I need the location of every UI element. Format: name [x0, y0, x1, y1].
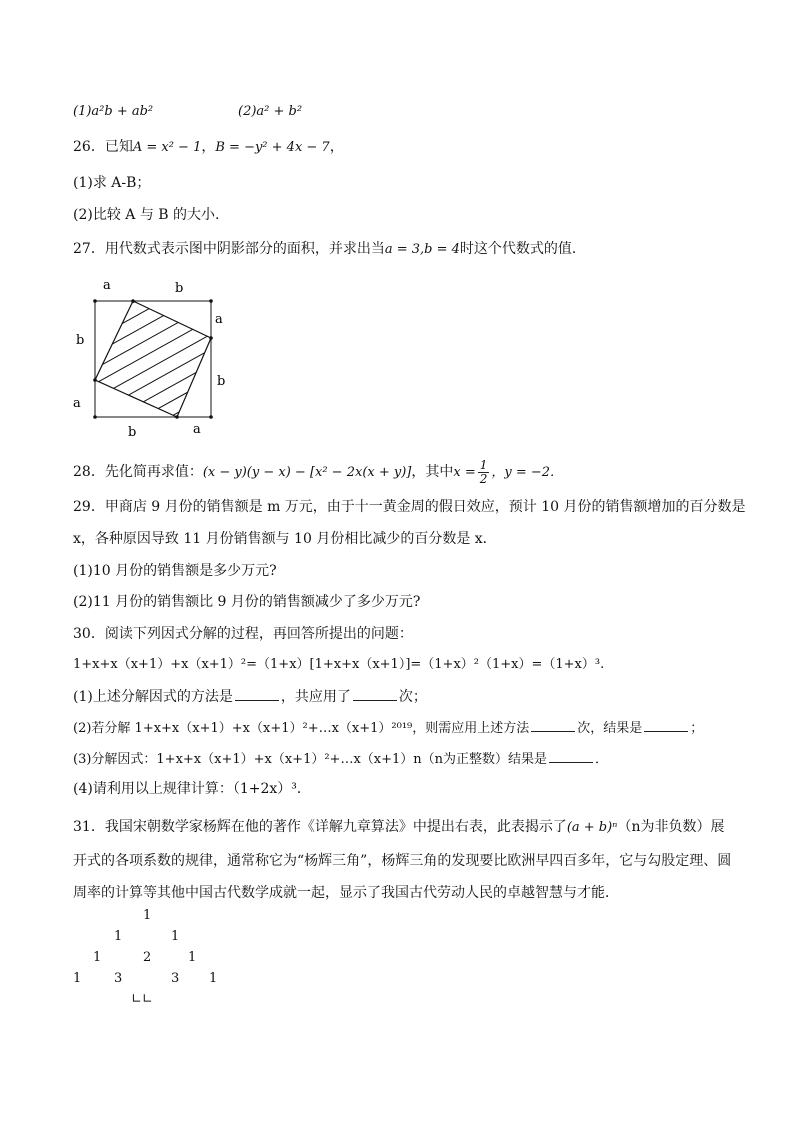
q29-line1: 29．甲商店 9 月份的销售额是 m 万元，由于十一黄金周的假日效应，预计 10 月份的销售额增加的百分数是	[73, 499, 746, 515]
q26-expr-b: B = −y² + 4x − 7	[215, 140, 330, 155]
q27-condition: a = 3,b = 4	[384, 242, 460, 257]
q30-sub1: (1)上述分解因式的方法是 ，共应用了 次；	[73, 689, 427, 705]
triangle-cell: 1	[73, 971, 82, 986]
q30-stem: 30．阅读下列因式分解的过程，再回答所提出的问题：	[73, 626, 413, 642]
label-right-b: b	[217, 374, 226, 389]
q31-binomial: (a + b)ⁿ	[566, 820, 618, 835]
q31-line1: 31．我国宋朝数学家杨辉在他的著作《详解九章算法》中提出右表，此表揭示了(a + b)ⁿ（n为非负数）展	[73, 819, 725, 835]
q31-line2: 开式的各项系数的规律，通常称它为“杨辉三角”，杨辉三角的发现要比欧洲早四百多年，它与勾股定理、圆	[73, 853, 732, 869]
q25-part1: (1)a²b + ab²	[73, 104, 154, 119]
q29-sub1: (1)10 月份的销售额是多少万元?	[73, 563, 277, 579]
label-bottom-a: a	[193, 422, 201, 437]
q26-sub1: (1)求 A-B；	[73, 175, 151, 191]
q26-stem: 26．已知A = x² − 1，B = −y² + 4x − 7，	[73, 139, 344, 155]
answer-blank[interactable]	[353, 688, 397, 701]
q30-sub3: (3)分解因式：1+x+x（x+1）+x（x+1）²+…x（x+1）n（n为正整数）结果是 ．	[73, 752, 609, 767]
q28-expression: (x − y)(y − x) − [x² − 2x(x + y)]	[202, 465, 412, 480]
answer-blank[interactable]	[644, 719, 688, 732]
q25-part2: (2)a² + b²	[238, 104, 303, 119]
q28-fraction: $\frac{1}{2}$	[479, 457, 488, 486]
triangle-cell: 1	[143, 908, 152, 923]
q30-sub2: (2)若分解 1+x+x（x+1）+x（x+1）²+…x（x+1）²⁰¹⁹，则需应用上述方法 次，结果是 ；	[73, 721, 704, 736]
q27-stem: 27．用代数式表示图中阴影部分的面积，并求出当a = 3,b = 4时这个代数式的值．	[73, 241, 586, 257]
q29-line2: x，各种原因导致 11 月份销售额与 10 月份相比减少的百分数是 x．	[73, 531, 497, 547]
triangle-cell: 3	[114, 971, 123, 986]
q29-sub2: (2)11 月份的销售额比 9 月份的销售额减少了多少万元?	[73, 594, 421, 610]
q27-figure	[62, 272, 242, 442]
triangle-cell: 1	[188, 950, 197, 965]
triangle-cell: 3	[171, 971, 180, 986]
q28-stem: 28．先化简再求值：(x − y)(y − x) − [x² − 2x(x + y)]，其中x = $\frac{1}{2}$ ，y = −2．	[73, 457, 564, 486]
label-right-a: a	[215, 312, 223, 327]
label-top-a: a	[103, 278, 111, 293]
answer-blank[interactable]	[531, 719, 575, 732]
q26-sub2: (2)比较 A 与 B 的大小.	[73, 207, 220, 223]
answer-blank[interactable]	[235, 688, 279, 701]
triangle-ellipsis: ∟∟	[131, 992, 153, 1007]
label-left-b: b	[76, 333, 85, 348]
answer-blank[interactable]	[549, 750, 593, 763]
q26-expr-a: A = x² − 1	[132, 140, 202, 155]
triangle-cell: 1	[114, 929, 123, 944]
q30-sub4: (4)请利用以上规律计算：（1+2x）³．	[73, 781, 311, 797]
label-bottom-b: b	[128, 425, 137, 440]
triangle-cell: 1	[171, 929, 180, 944]
q30-process: 1+x+x（x+1）+x（x+1）²=（1+x）[1+x+x（x+1）]=（1+x）²（1+x）=（1+x）³.	[73, 657, 605, 672]
triangle-cell: 1	[93, 950, 102, 965]
triangle-cell: 2	[143, 950, 152, 965]
triangle-cell: 1	[209, 971, 218, 986]
q31-line3: 周率的计算等其他中国古代数学成就一起，显示了我国古代劳动人民的卓越智慧与才能．	[73, 885, 619, 901]
vertex-dots	[93, 299, 213, 419]
label-top-b: b	[175, 281, 184, 296]
label-left-a: a	[73, 396, 81, 411]
